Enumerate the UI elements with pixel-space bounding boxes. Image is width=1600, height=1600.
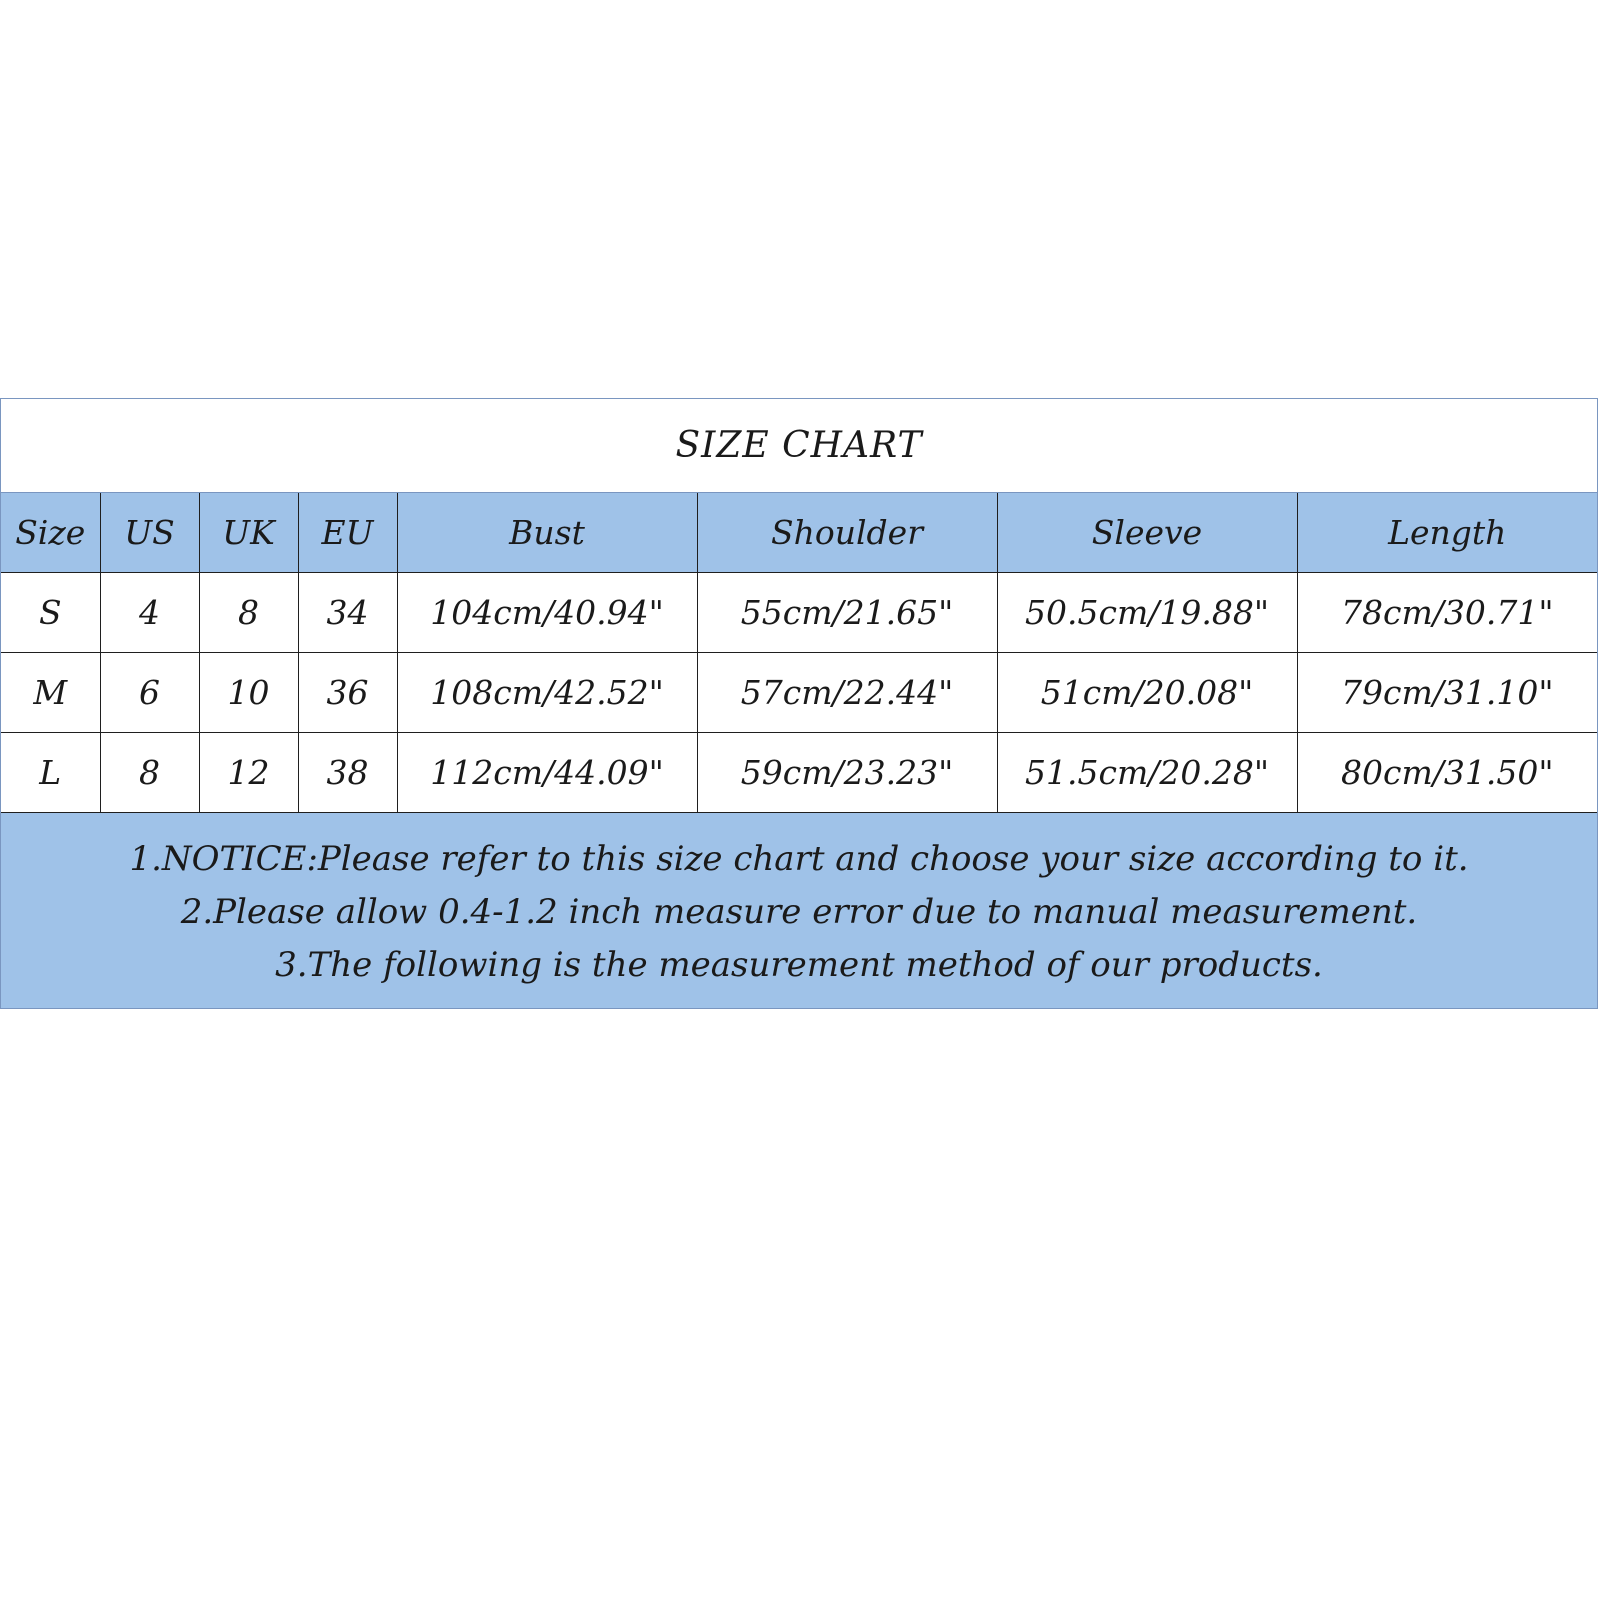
cell-uk: 10 (199, 653, 298, 733)
cell-uk: 12 (199, 733, 298, 813)
cell-length: 80cm/31.50" (1297, 733, 1597, 813)
cell-eu: 38 (298, 733, 397, 813)
note-measure-error: 2.Please allow 0.4-1.2 inch measure error due to manual measurement. (180, 892, 1418, 932)
cell-us: 4 (100, 573, 199, 653)
cell-sleeve: 51.5cm/20.28" (997, 733, 1297, 813)
cell-uk: 8 (199, 573, 298, 653)
notes-section (1, 813, 1597, 1008)
cell-us: 6 (100, 653, 199, 733)
cell-sleeve: 50.5cm/19.88" (997, 573, 1297, 653)
cell-us: 8 (100, 733, 199, 813)
table-row (1, 653, 1597, 733)
table-row (1, 733, 1597, 813)
header-bust: Bust (397, 493, 697, 573)
chart-title: SIZE CHART (1, 399, 1597, 493)
cell-length: 78cm/30.71" (1297, 573, 1597, 653)
header-shoulder: Shoulder (697, 493, 997, 573)
cell-bust: 108cm/42.52" (397, 653, 697, 733)
size-table (1, 493, 1597, 813)
header-sleeve: Sleeve (997, 493, 1297, 573)
cell-shoulder: 55cm/21.65" (697, 573, 997, 653)
size-chart (0, 398, 1598, 1009)
cell-shoulder: 59cm/23.23" (697, 733, 997, 813)
cell-sleeve: 51cm/20.08" (997, 653, 1297, 733)
header-us: US (100, 493, 199, 573)
cell-bust: 104cm/40.94" (397, 573, 697, 653)
cell-eu: 36 (298, 653, 397, 733)
header-length: Length (1297, 493, 1597, 573)
header-eu: EU (298, 493, 397, 573)
header-size: Size (1, 493, 100, 573)
header-uk: UK (199, 493, 298, 573)
cell-size: L (1, 733, 100, 813)
note-measurement-method: 3.The following is the measurement method of our products. (275, 945, 1323, 985)
cell-size: S (1, 573, 100, 653)
header-row (1, 493, 1597, 573)
table-row (1, 573, 1597, 653)
cell-eu: 34 (298, 573, 397, 653)
cell-shoulder: 57cm/22.44" (697, 653, 997, 733)
cell-size: M (1, 653, 100, 733)
cell-length: 79cm/31.10" (1297, 653, 1597, 733)
note-notice: 1.NOTICE:Please refer to this size chart and choose your size according to it. (129, 839, 1469, 879)
cell-bust: 112cm/44.09" (397, 733, 697, 813)
